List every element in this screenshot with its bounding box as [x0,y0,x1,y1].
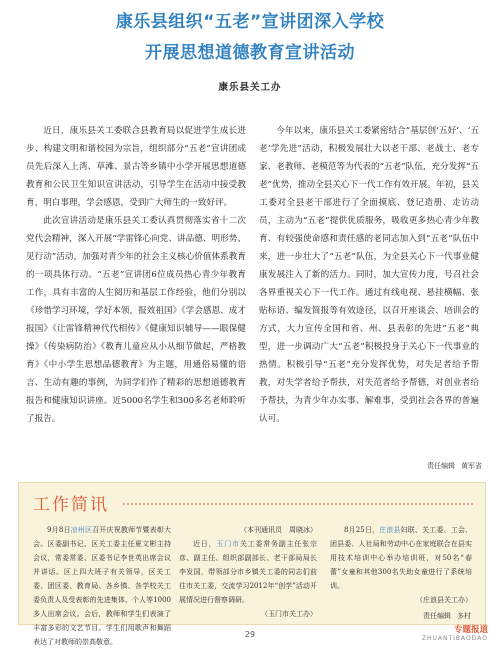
editor-name: 多村 [457,612,471,620]
article-paragraph: 近日，康乐县关工委联合县教育局以促进学生成长进步、构建文明和谐校园为宗旨，组织部分“五老”宣讲团成员先后深入上湾、草滩、景古等乡镇中小学开展思想道德教育和公民卫生知识宣讲活动，引导学生在活动中接受教育，明白事理，学会感恩，受到广大师生的一致好评。 [26,126,246,208]
news-brief-item [179,537,317,607]
editor-label: 责任编辑 [427,462,455,470]
article-paragraph: 今年以来，康乐县关工委紧密结合“基层创‘五好’、‘五老’学先进”活动，积极发展壮大以老干部、老战士、老专家、老教师、老模范等为代表的“五老”队伍，充分发挥“五老”优势，推动全县关心下一代工作有效开展。年初，县关工委对全县老干部进行了全面摸底、登记造册、走访动员，主动为“五老”提供优质服务，吸收更多热心青少年教育、有较强使命感和责任感的老同志加入到“五老”队伍中来，进一步壮大了“五老”队伍，为全县关心下一代事业健康发展注入了新的活力。同时，加大宣传力度，号召社会各界重视关心下一代工作。通过有线电视、悬挂横幅、张贴标语、编发简报等有效途径，以召开座谈会、培训会的方式，大力宣传全国和省、州、县表彰的先进“五老”典型，进一步调动广大“五老”积极投身于关心下一代事业的热情。积极引导“五老”充分发挥优势，对失足者给予帮教，对失学者给予帮扶，对失范者给予帮德，对创业者给予帮扶，为青少年办实事、解难事，受到社会各界的普遍认可。 [259,126,479,424]
brief-place: 庄浪县 [379,526,401,534]
brief-source: （玉门市关工办） [261,610,317,618]
decorative-divider [123,503,473,505]
page-number: 29 [244,630,256,639]
news-brief-column-3 [330,523,472,607]
news-brief-column-2 [179,523,317,621]
article-byline: 康乐县关工办 [218,82,282,93]
editor-label: 责任编辑 [423,612,451,620]
section-brand [422,623,488,642]
brief-prefix: 近日， [193,540,217,548]
article-editor-credit [421,461,482,471]
section-name: 专题报道 [453,625,488,635]
brief-text: 召开庆祝教师节暨表彰大会。区委副书记、区关工委主任夏文彬主持会议，常委常委、区委书记李世英出席会议并讲话。区上四大班子有关领导，区关工委、团区委、教育局、各乡镇、各学校关工委负责人及受表彰的先进集体、个人等1000多人出席会议。会后，教师和学生们表演了丰富多彩的文艺节目。学生们用歌声和舞蹈表达了对教师的崇高敬意。 [33,526,171,646]
brief-place: 玉门市 [216,540,240,548]
brief-source: （本刊通讯员 周晓冰） [240,526,317,534]
article-paragraph: 此次宣讲活动是康乐县关工委认真贯彻落实省十二次党代会精神，深入开展“学雷锋心向党、讲品德、明形势、见行动”活动，加强对青少年的社会主义核心价值体系教育的一项具体行动。“五老”宣讲团6位成员热心青少年教育工作，具有丰富的人生阅历和基层工作经验，他们分别以《珍惜学习环境，学好本领，报效祖国》《学会感恩、成才报国》《让雷锋精神代代相传》《健康知识辅导——眼保健操》《传染病防治》《教育儿童应从小从细节做起，严格教育》《中小学生思想品德教育》为主题，用通俗易懂的语言、生动有趣的事例，为同学们作了精彩的思想道德教育报告和健康知识讲座。近5000名学生和300多名老师聆听了报告。 [26,216,246,424]
editor-name: 黄军省 [461,462,482,470]
news-box-editor-credit [417,611,471,621]
article-title-line-1: 康乐县组织“五老”宣讲团深入学校 [115,12,385,32]
article-title-line-2: 开展思想道德教育宣讲活动 [145,43,355,63]
brief-date: 9月8日 [47,526,71,534]
news-brief-item [330,523,472,593]
brief-date: 8月25日， [344,526,380,534]
brief-source: （庄浪县关工办） [416,596,472,604]
article-column-left [26,122,246,428]
brief-text: 关工委常务副主任张宗彦、副主任、组织部副部长、老干部局局长李发国，带领部分市乡镇关工委的同志们前往市关工委，交流学习2012年“创学”活动开展情况进行督察调研。 [179,540,318,604]
news-briefs-title: 工作简讯 [33,495,109,515]
brief-text: 妇联、关工委、工会、团县委、人社局和劳动中心在家庭联合在县实用技术培训中心举办培训班，对50名“春蕾”女童和其他300名失助女童进行了系统培训。 [330,526,472,590]
article-column-right [259,122,479,428]
section-name-pinyin: ZHUANTIBAODAO [421,635,488,642]
brief-place: 凉州区 [70,526,93,534]
